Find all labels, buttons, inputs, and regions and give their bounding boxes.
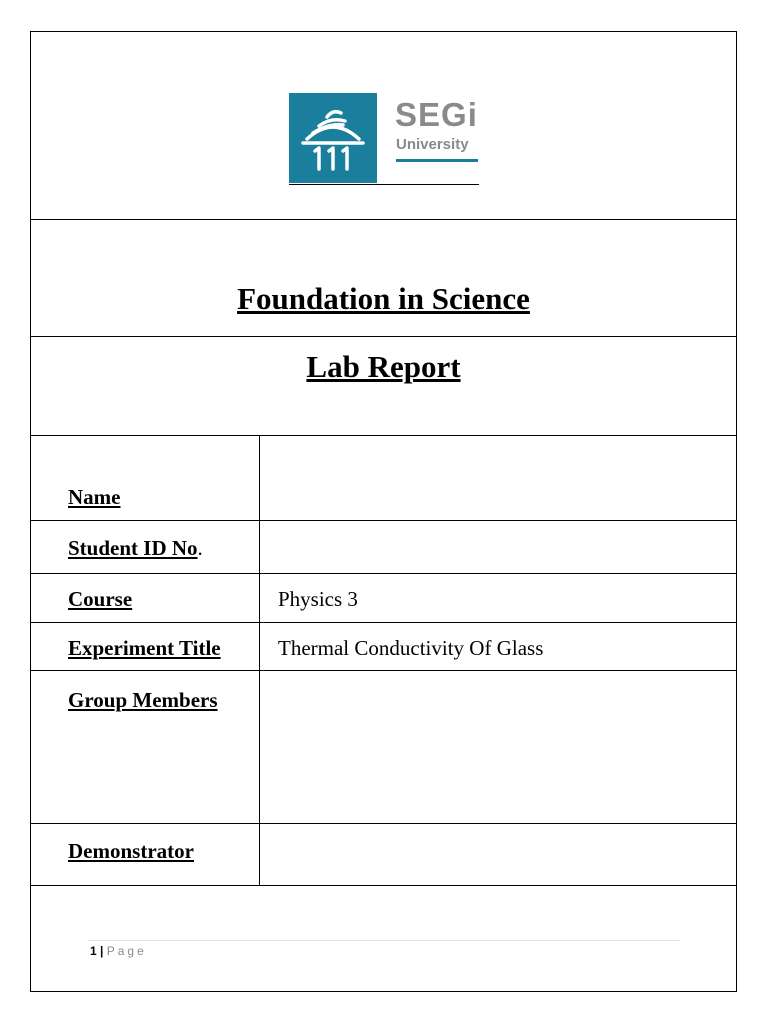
column-divider (259, 435, 260, 885)
building-icon (289, 93, 377, 183)
logo-underline (289, 184, 479, 185)
footer-separator: | (100, 944, 104, 958)
course-label: Course (68, 587, 133, 611)
report-title: Lab Report (306, 349, 461, 384)
divider-titles (30, 336, 737, 337)
divider-table-top (30, 435, 737, 436)
divider-row (30, 520, 737, 521)
divider-row (30, 823, 737, 824)
demonstrator-label: Demonstrator (68, 839, 194, 863)
course-value: Physics 3 (278, 587, 358, 611)
experiment-title-value: Thermal Conductivity Of Glass (278, 636, 544, 660)
group-members-label: Group Members (68, 688, 218, 712)
page-number: 1 (90, 944, 97, 958)
logo-wordmark: SEGi (395, 96, 478, 133)
divider-row (30, 670, 737, 671)
logo-accent-bar (396, 159, 478, 162)
university-logo (289, 93, 479, 185)
experiment-title-label: Experiment Title (68, 636, 221, 660)
name-label: Name (68, 485, 121, 509)
page-label: Page (106, 944, 147, 958)
page-footer (90, 944, 147, 958)
logo-emblem (289, 93, 377, 183)
logo-subtitle: University (396, 136, 469, 153)
student-id-label: Student ID No. (68, 536, 203, 560)
divider-row (30, 622, 737, 623)
divider-table-bottom (30, 885, 737, 886)
footer-rule (88, 940, 680, 941)
divider-row (30, 573, 737, 574)
program-title: Foundation in Science (237, 281, 530, 316)
divider-logo (30, 219, 737, 220)
